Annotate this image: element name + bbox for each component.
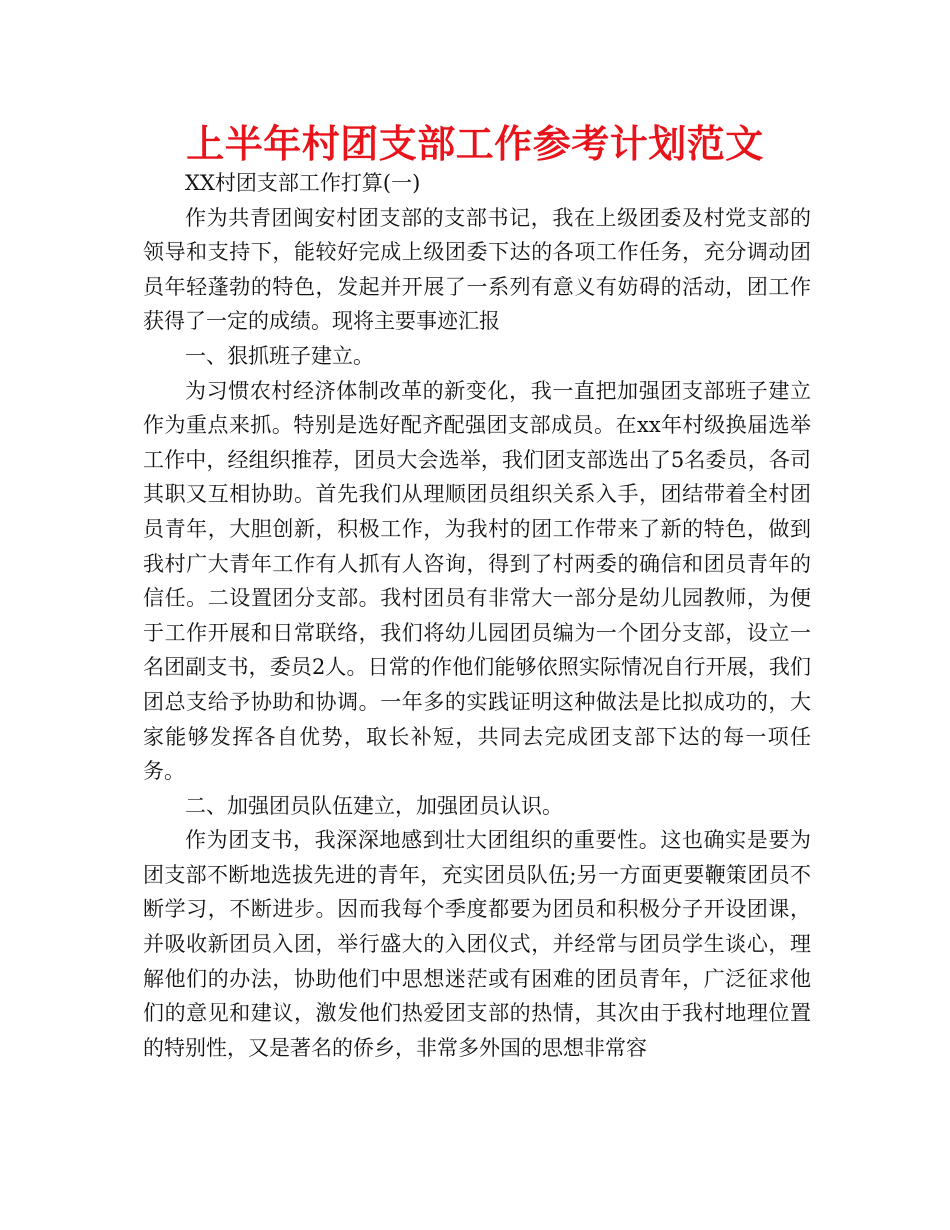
document-body bbox=[143, 166, 811, 1065]
paragraph-section-1: 为习惯农村经济体制改革的新变化，我一直把加强团支部班子建立作为重点来抓。特别是选好配齐配强团支部成员。在xx年村级换届选举工作中，经组织推荐，团员大会选举，我们团支部选出了5名委员，各司其职又互相协助。首先我们从理顺团员组织关系入手，团结带着全村团员青年，大胆创新，积极工作，为我村的团工作带来了新的特色，做到我村广大青年工作有人抓有人咨询，得到了村两委的确信和团员青年的信任。二设置团分支部。我村团员有非常大一部分是幼儿园教师，为便于工作开展和日常联络，我们将幼儿园团员编为一个团分支部，设立一名团副支书，委员2人。日常的作他们能够依照实际情况自行开展，我们团总支给予协助和协调。一年多的实践证明这种做法是比拟成功的，大家能够发挥各自优势，取长补短，共同去完成团支部下达的每一项任务。 bbox=[143, 378, 811, 784]
section-heading-1: 一、狠抓班子建立。 bbox=[185, 343, 374, 368]
section-heading-2: 二、加强团员队伍建立，加强团员认识。 bbox=[185, 793, 563, 818]
document-title: 上半年村团支部工作参考计划范文 bbox=[186, 122, 764, 166]
paragraph-intro: 作为共青团闽安村团支部的支部书记，我在上级团委及村党支部的领导和支持下，能较好完成上级团委下达的各项工作任务，充分调动团员年轻蓬勃的特色，发起并开展了一系列有意义有妨碍的活动，团工作获得了一定的成绩。现将主要事迹汇报 bbox=[143, 205, 811, 334]
paragraph-section-2: 作为团支书，我深深地感到壮大团组织的重要性。这也确实是要为团支部不断地选拔先进的青年，充实团员队伍;另一方面更要鞭策团员不断学习，不断进步。因而我每个季度都要为团员和积极分子开设团课，并吸收新团员入团，举行盛大的入团仪式，并经常与团员学生谈心，理解他们的办法，协助他们中思想迷茫或有困难的团员青年，广泛征求他们的意见和建议，激发他们热爱团支部的热情，其次由于我村地理位置的特别性，又是著名的侨乡，非常多外国的思想非常容 bbox=[143, 828, 811, 1060]
document-subtitle: XX村团支部工作打算(一) bbox=[185, 171, 421, 195]
